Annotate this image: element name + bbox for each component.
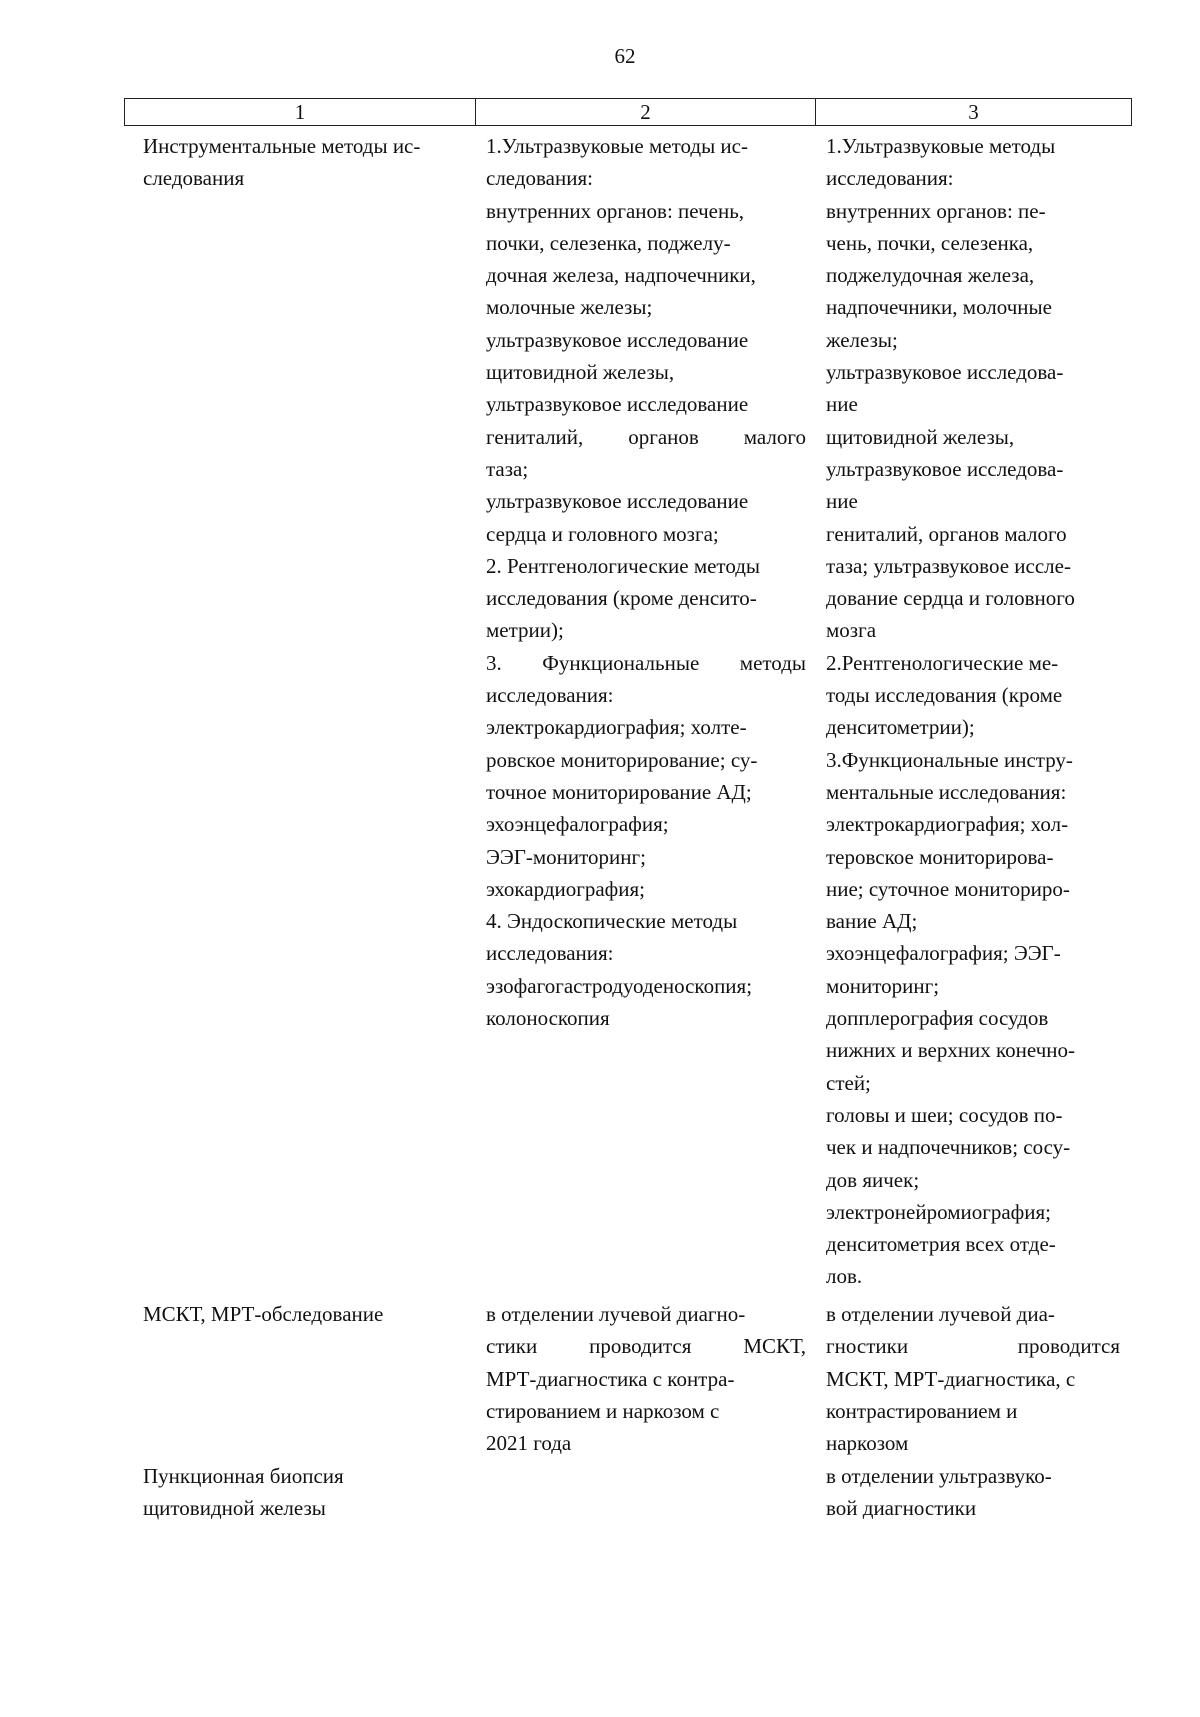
cell-line: исследования (кроме денсито- [486, 586, 757, 611]
header-cell-1: 1 [294, 100, 306, 124]
cell-line: таза; ультразвуковое иссле- [826, 553, 1071, 578]
cell-line: молочные железы; [486, 295, 653, 320]
row1-col1 [143, 130, 420, 195]
cell-line: МСКТ, МРТ-обследование [143, 1302, 384, 1326]
cell-line: исследования: [826, 166, 954, 191]
cell-line: головы и шеи; сосудов по- [826, 1102, 1063, 1127]
cell-line: 3. Функциональные методы [486, 650, 806, 675]
cell-line: метрии); [486, 618, 564, 643]
cell-line: Инструментальные методы ис- [143, 134, 421, 158]
cell-line: ние; суточное мониториро- [826, 876, 1070, 901]
page-number: 62 [614, 44, 636, 68]
cell-line: МРТ-диагностика с контра- [486, 1366, 735, 1391]
cell-line: ультразвуковое исследование [486, 489, 749, 514]
cell-line: денситометрии); [826, 715, 975, 740]
cell-line: гениталий, органов малого [486, 424, 806, 449]
cell-line: надпочечники, молочные [826, 295, 1052, 320]
cell-line: стей; [826, 1070, 871, 1095]
cell-line: щитовидной железы, [486, 360, 675, 385]
cell-line: стированием и наркозом с [486, 1398, 720, 1423]
cell-line: вание АД; [826, 909, 918, 934]
cell-line: 2021 года [486, 1431, 572, 1456]
cell-line: следования [143, 166, 245, 191]
cell-line: дование сердца и головного [826, 586, 1075, 611]
row2-col1 [143, 1298, 383, 1330]
cell-line: таза; [486, 456, 529, 481]
cell-line: тоды исследования (кроме [826, 683, 1063, 708]
cell-line: эхоэнцефалография; ЭЭГ- [826, 941, 1061, 966]
cell-line: электрокардиография; хол- [826, 812, 1069, 837]
cell-line: электрокардиография; холте- [486, 715, 747, 740]
cell-line: ультразвуковое исследова- [826, 456, 1064, 481]
cell-line: щитовидной железы [143, 1496, 326, 1521]
cell-line: вой диагностики [826, 1496, 977, 1521]
cell-line: ультразвуковое исследование [486, 327, 749, 352]
cell-line: мозга [826, 618, 877, 643]
cell-line: следования: [486, 166, 593, 191]
row1-col3 [826, 130, 1075, 1293]
row2-col2 [486, 1298, 806, 1459]
table-header-row [124, 98, 1132, 126]
row2-col3 [826, 1298, 1120, 1459]
cell-line: наркозом [826, 1431, 909, 1456]
cell-line: внутренних органов: пе- [826, 198, 1046, 223]
cell-line: почки, селезенка, поджелу- [486, 230, 731, 255]
cell-line: исследования: [486, 941, 614, 966]
cell-line: исследования: [486, 683, 614, 708]
header-cell-2: 2 [475, 99, 815, 125]
cell-line: 1.Ультразвуковые методы ис- [486, 134, 748, 158]
cell-line: ультразвуковое исследование [486, 392, 749, 417]
cell-line: теровское мониторирова- [826, 844, 1054, 869]
cell-line: поджелудочная железа, [826, 263, 1035, 288]
cell-line: ровское мониторирование; су- [486, 747, 758, 772]
cell-line: в отделении ультразвуко- [826, 1464, 1052, 1488]
cell-line: колоноскопия [486, 1006, 610, 1031]
row3-col1 [143, 1460, 344, 1525]
cell-line: денситометрия всех отде- [826, 1232, 1056, 1257]
cell-line: эхокардиография; [486, 876, 646, 901]
cell-line: нижних и верхних конечно- [826, 1038, 1076, 1063]
cell-line: допплерография сосудов [826, 1006, 1049, 1031]
cell-line: дочная железа, надпочечники, [486, 263, 756, 288]
cell-line: мониторинг; [826, 973, 940, 998]
cell-line: Пункционная биопсия [143, 1464, 344, 1488]
header-cell-3: 3 [815, 99, 1131, 125]
cell-line: внутренних органов: печень, [486, 198, 745, 223]
cell-line: чень, почки, селезенка, [826, 230, 1034, 255]
cell-line: эхоэнцефалография; [486, 812, 669, 837]
cell-line: ние [826, 489, 858, 514]
cell-line: чек и надпочечников; сосу- [826, 1135, 1071, 1160]
cell-line: лов. [826, 1264, 863, 1289]
cell-line: сердца и головного мозга; [486, 521, 719, 546]
cell-line: гениталий, органов малого [826, 521, 1067, 546]
cell-line: 3.Функциональные инстру- [826, 747, 1073, 772]
cell-line: МСКТ, МРТ-диагностика, с [826, 1366, 1076, 1391]
cell-line: ние [826, 392, 858, 417]
cell-line: контрастированием и [826, 1398, 1018, 1423]
cell-line: дов яичек; [826, 1167, 920, 1192]
cell-line: 1.Ультразвуковые методы [826, 134, 1056, 158]
cell-line: 4. Эндоскопические методы [486, 909, 738, 934]
cell-line: электронейромиография; [826, 1199, 1051, 1224]
cell-line: в отделении лучевой диагно- [486, 1302, 746, 1326]
cell-line: ультразвуковое исследова- [826, 360, 1064, 385]
cell-line: гностики проводится [826, 1334, 1120, 1359]
row1-col2 [486, 130, 806, 1034]
cell-line: ЭЭГ-мониторинг; [486, 844, 646, 869]
row3-col3 [826, 1460, 1052, 1525]
cell-line: щитовидной железы, [826, 424, 1015, 449]
cell-line: железы; [826, 327, 898, 352]
cell-line: 2. Рентгенологические методы [486, 553, 761, 578]
cell-line: в отделении лучевой диа- [826, 1302, 1055, 1326]
cell-line: 2.Рентгенологические ме- [826, 650, 1059, 675]
cell-line: ментальные исследования: [826, 779, 1067, 804]
cell-line: точное мониторирование АД; [486, 779, 752, 804]
cell-line: эзофагогастродуоденоскопия; [486, 973, 753, 998]
cell-line: стики проводится МСКТ, [486, 1334, 806, 1359]
